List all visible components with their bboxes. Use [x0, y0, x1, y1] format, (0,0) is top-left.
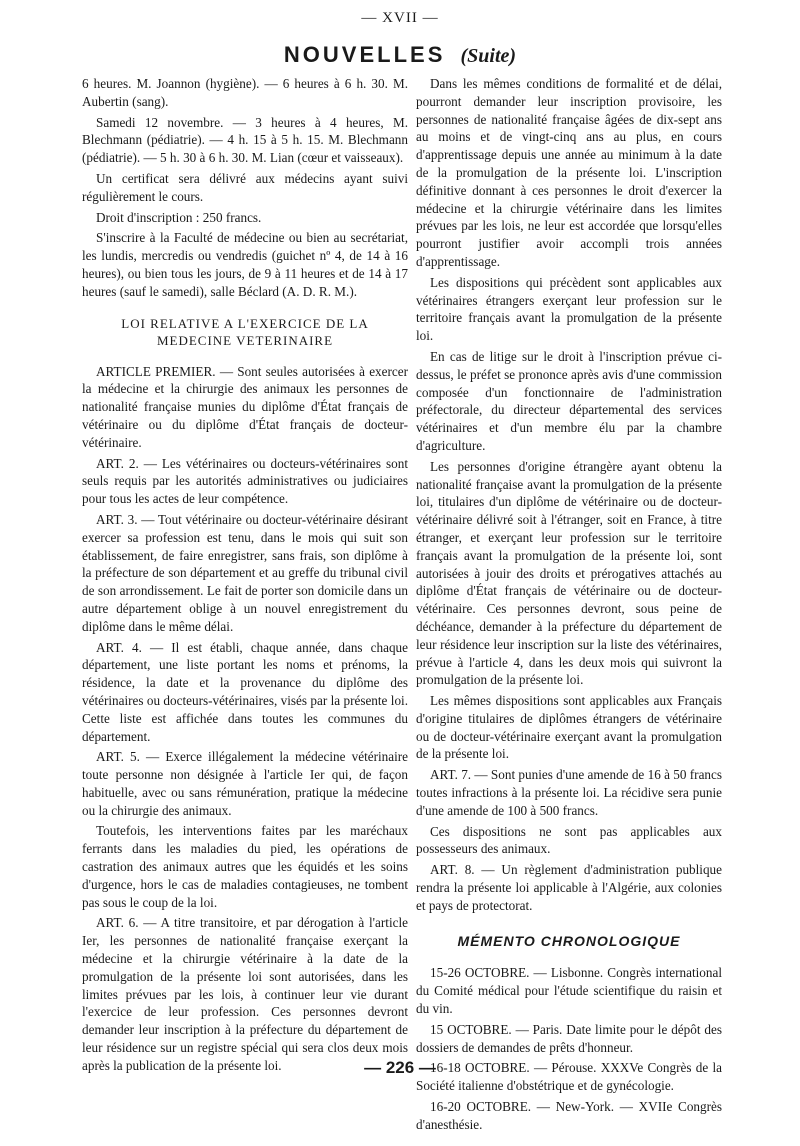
law-article: ART. 4. — Il est établi, chaque année, dans chaque département, une liste portant les noms et prénoms, la résidence, la date et la provenance du diplôme des vétérinaires ou docteurs-vétérinaires, visés par la présente loi. Cette liste est affichée dans toutes les communes du département. — [82, 639, 408, 744]
law-paragraph: Ces dispositions ne sont pas applicables aux possesseurs des animaux. — [416, 823, 722, 857]
law-paragraph: ART. 7. — Sont punies d'une amende de 16 à 50 francs toutes infractions à la présente loi. La récidive sera punie d'une amende de 100 à 500 francs. — [416, 767, 722, 818]
law-paragraph: ART. 8. — Un règlement d'administration publique rendra la présente loi applicable à l'Algérie, aux colonies et pays de protectorat. — [416, 862, 722, 913]
law-paragraph: Les dispositions qui précèdent sont applicables aux vétérinaires étrangers exerçant leur profession sur le territoire français avant la promulgation de la présente loi. — [416, 274, 722, 344]
left-column — [82, 75, 408, 1078]
law-paragraph: Dans les mêmes conditions de formalité et de délai, pourront demander leur inscription provisoire, les personnes de nationalité française âgées de dix-sept ans au moins et de vingt-cinq ans au plus, en cours d'apprentissage depuis une année au minimum à la date de la promulgation de la présente loi. L'inscription définitive donnant à ces personnes le droit d'exercer la médecine et la chirurgie vétérinaire dans les limites prévues par les lois, ne leur est accordée que lorsqu'elles pourront justifier avoir accompli trois années d'apprentissage. — [416, 76, 722, 269]
intro-paragraph: Samedi 12 novembre. — 3 heures à 4 heures, M. Blechmann (pédiatrie). — 4 h. 15 à 5 h. 15. M. Blechmann (pédiatrie). — 5 h. 30 à 6 h. 30. M. Lian (cœur et vaisseaux). — [82, 114, 408, 166]
law-article: ART. 6. — A titre transitoire, et par dérogation à l'article Ier, les personnes de nationalité française exerçant la médecine et la chirurgie vétérinaire à la date de la promulgation de la présente loi sont autorisées, dans les limites prévues par les lois, à continuer leur vie durant l'exercice de leur profession. Ces personnes devront demander leur inscription à la préfecture du département de leur résidence sur un registre spécial qui sera clos deux mois après la publication de la présente loi. — [82, 915, 408, 1073]
intro-paragraph: 6 heures. M. Joannon (hygiène). — 6 heures à 6 h. 30. M. Aubertin (sang). — [82, 76, 408, 109]
memento-title: MÉMENTO CHRONOLOGIQUE — [457, 932, 681, 949]
roman-page-number: — XVII — — [361, 10, 439, 26]
law-article: ARTICLE PREMIER. — Sont seules autorisées à exercer la médecine et la chirurgie des animaux les personnes de nationalité française munies du diplôme d'État français de vétérinaire ou du diplôme d'État français de docteur-vétérinaire. — [82, 363, 408, 450]
law-article: ART. 3. — Tout vétérinaire ou docteur-vétérinaire désirant exercer sa profession est tenu, dans le mois qui suit son établissement, de faire enregistrer, sans frais, son diplôme à la préfecture de son département et au greffe du tribunal civil de son arrondissement. Le fait de porter son domicile dans un autre département oblige à un nouvel enregistrement du diplôme dans le même délai. — [82, 511, 408, 634]
section-heading — [0, 42, 800, 68]
section-suite: (Suite) — [460, 45, 517, 67]
section-title: NOUVELLES — [283, 42, 446, 67]
page-number: — 226 — — [364, 1058, 436, 1077]
law-article: ART. 2. — Les vétérinaires ou docteurs-vétérinaires sont seuls requis par les autorités administratives ou judiciaires pour tous les actes de leur compétence. — [82, 455, 408, 507]
law-paragraph: En cas de litige sur le droit à l'inscription prévue ci-dessus, le préfet se prononce après avis d'une commission composée d'un fonctionnaire de l'administration préfectorale, du directeur départemental des services vétérinaires et d'un membre élu par la chambre d'agriculture. — [416, 348, 722, 453]
memento-entry: 16-18 OCTOBRE. — Pérouse. XXXVe Congrès de la Société italienne d'obstétrique et de gynécologie. — [416, 1060, 722, 1094]
memento-entry: 15-26 OCTOBRE. — Lisbonne. Congrès international du Comité médical pour l'étude scientifique du raisin et du vin. — [416, 965, 722, 1017]
right-column — [416, 75, 722, 1137]
law-paragraph: Les mêmes dispositions sont applicables aux Français d'origine titulaires de diplômes étrangers de vétérinaire ou de docteur-vétérinaire exerçant avant la promulgation de la présente loi. — [416, 693, 722, 762]
memento-entry: 15 OCTOBRE. — Paris. Date limite pour le dépôt des dossiers de demandes de prêts d'honneur. — [416, 1021, 722, 1055]
law-paragraph: Les personnes d'origine étrangère ayant obtenu la nationalité française avant la promulgation de la présente loi, titulaires d'un diplôme de vétérinaire ou de docteur-vétérinaire délivré soit à l'étranger, soit en France, à titre étranger, et exerçant leur profession sur le territoire français avant la promulgation de la présente loi, sont autorisées à jouir des droits et prérogatives attachés au diplôme d'État français de vétérinaire ou de docteur-vétérinaire. Ces personnes devront, sous peine de déchéance, demander à la préfecture du département de leur résidence leur inscription sur la liste des vétérinaires, prévue à l'article 4, dans les deux mois qui suivront la promulgation de la présente loi. — [416, 458, 722, 688]
memento-entry: 16-20 OCTOBRE. — New-York. — XVIIe Congrès d'anesthésie. — [416, 1099, 722, 1132]
law-article: Toutefois, les interventions faites par les maréchaux ferrants dans les maladies du pied, les opérations de castration des animaux autres que les équidés et les soins d'urgence, hors le cas de maladies contagieuses, ne tombent pas sous le coup de la loi. — [82, 823, 408, 910]
intro-paragraph: Un certificat sera délivré aux médecins ayant suivi régulièrement le cours. — [82, 170, 408, 204]
law-article: ART. 5. — Exerce illégalement la médecine vétérinaire toute personne non désignée à l'article Ier qui, de façon habituelle, avec ou sans rémunération, pratique la médecine ou la chirurgie des animaux. — [82, 749, 408, 818]
law-title: LOI RELATIVE A L'EXERCICE DE LA MEDECINE VETERINAIRE — [121, 315, 369, 348]
intro-paragraph: S'inscrire à la Faculté de médecine ou bien au secrétariat, les lundis, mercredis ou vendredis (guichet nº 4, de 14 à 16 heures), ou bien tous les jours, de 9 à 11 heures et de 14 à 17 heures (sauf le samedi), salle Béclard (A. D. R. M.). — [82, 230, 408, 299]
intro-paragraph: Droit d'inscription : 250 francs. — [96, 209, 262, 225]
